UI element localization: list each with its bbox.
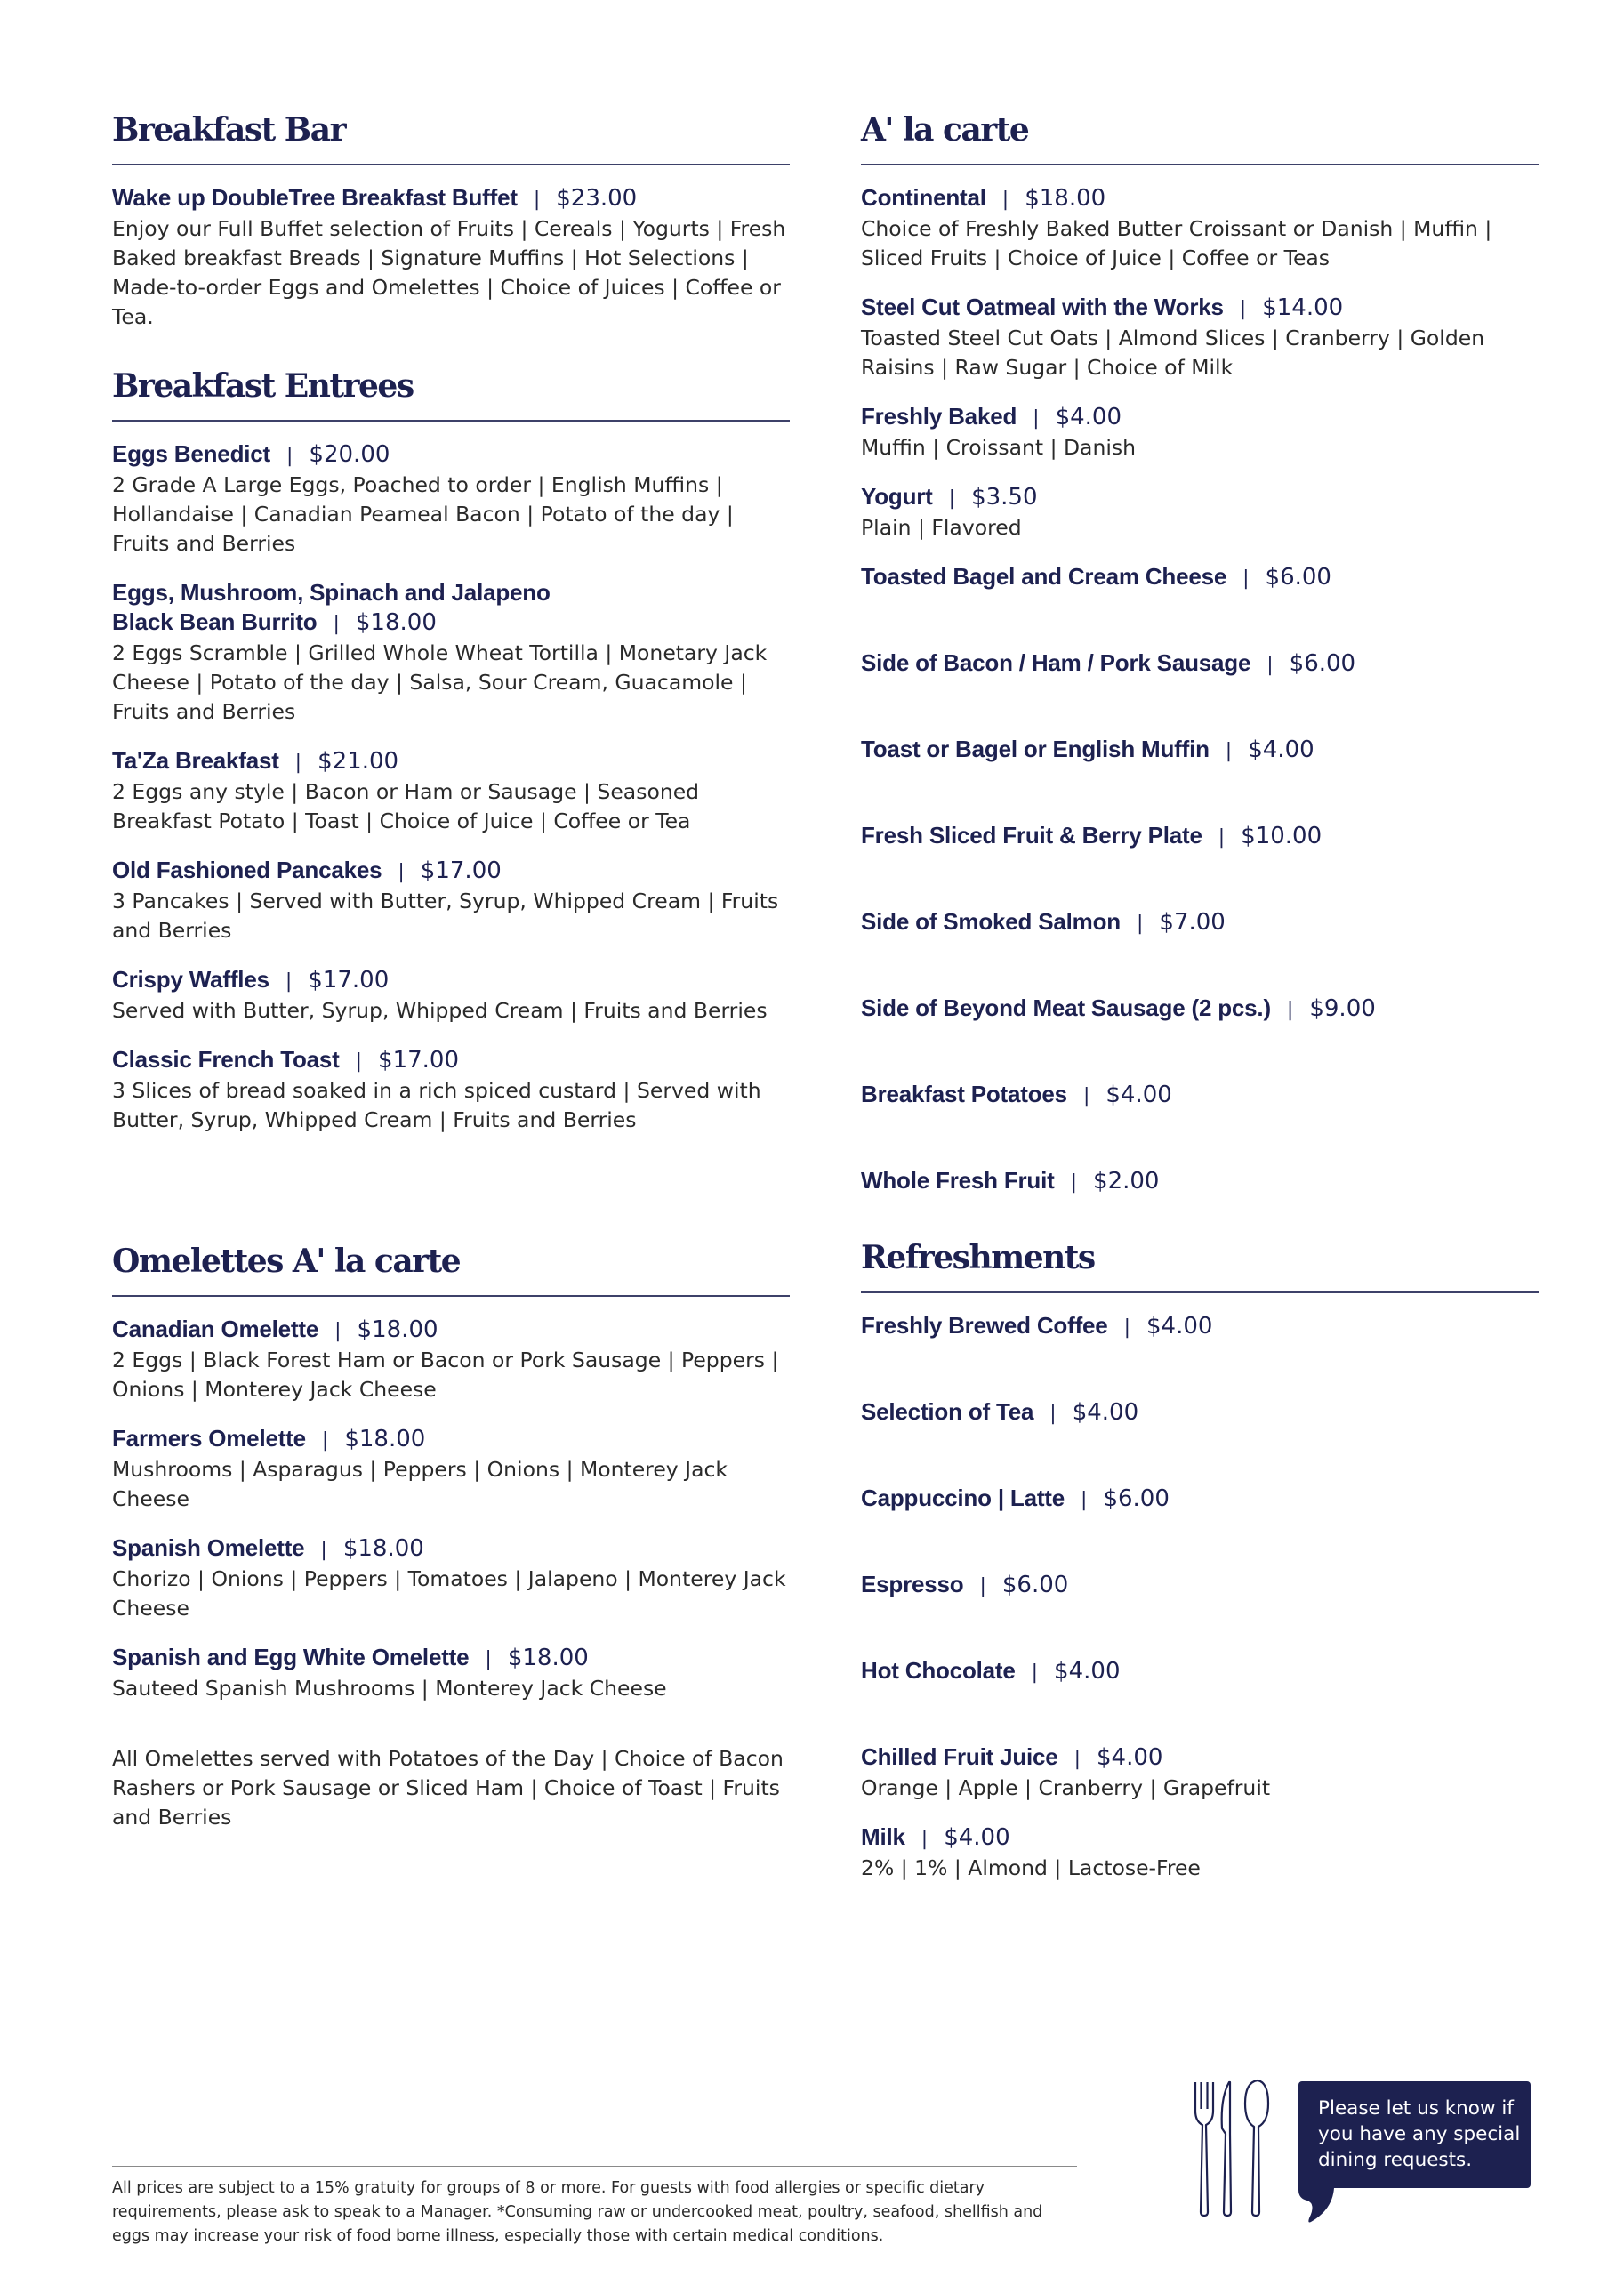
item-price: $4.00 bbox=[1097, 1744, 1163, 1771]
item-name: Side of Bacon / Ham / Pork Sausage bbox=[861, 649, 1251, 676]
item-name: Freshly Baked bbox=[861, 403, 1017, 430]
item-description: Muffin | Croissant | Danish bbox=[861, 435, 1137, 460]
a-la-carte-section bbox=[861, 107, 1539, 1217]
menu-item bbox=[861, 735, 1539, 766]
item-price: $4.00 bbox=[1072, 1399, 1139, 1426]
separator: | bbox=[321, 1429, 329, 1452]
cutlery-icon bbox=[1190, 2077, 1279, 2219]
footer-disclaimer: All prices are subject to a 15% gratuity for groups of 8 or more. For guests with food allergies or specific dietary requirements, please ask to speak to a Manager. *Consuming raw or undercooked meat, poultry, seafood, shellfish and eggs may increase your risk of food borne illness, especially those with certain medical conditions. bbox=[112, 2179, 1043, 2245]
section-divider bbox=[112, 1295, 790, 1297]
item-name: Steel Cut Oatmeal with the Works bbox=[861, 294, 1224, 320]
item-name: Spanish and Egg White Omelette bbox=[112, 1644, 470, 1670]
separator: | bbox=[1033, 407, 1040, 430]
separator: | bbox=[285, 970, 293, 993]
item-price: $18.00 bbox=[342, 1535, 424, 1562]
menu-item bbox=[861, 1080, 1539, 1111]
item-description: 3 Slices of bread soaked in a rich spiced custard | Served with Butter, Syrup, Whipped Cream | Fruits and Berries bbox=[112, 1078, 761, 1132]
menu-item bbox=[861, 402, 1539, 463]
item-price: $10.00 bbox=[1241, 823, 1323, 849]
item-price: $20.00 bbox=[309, 441, 390, 468]
menu-item bbox=[861, 1166, 1539, 1197]
item-name: Crispy Waffles bbox=[112, 966, 269, 993]
item-name: Side of Beyond Meat Sausage (2 pcs.) bbox=[861, 994, 1271, 1021]
item-name: Espresso bbox=[861, 1571, 964, 1597]
item-name: Whole Fresh Fruit bbox=[861, 1167, 1055, 1194]
section-title: Breakfast Bar bbox=[112, 111, 346, 149]
item-price: $3.50 bbox=[971, 484, 1038, 511]
separator: | bbox=[1123, 1316, 1130, 1339]
menu-item bbox=[861, 1311, 1539, 1342]
item-description: Toasted Steel Cut Oats | Almond Slices | Cranberry | Golden Raisins | Raw Sugar | Choice of Milk bbox=[861, 326, 1485, 380]
menu-item bbox=[861, 1484, 1539, 1515]
item-description: 2% | 1% | Almond | Lactose-Free bbox=[861, 1855, 1201, 1880]
item-name: Classic French Toast bbox=[112, 1046, 340, 1073]
section-title: Omelettes A' la carte bbox=[112, 1243, 461, 1280]
separator: | bbox=[320, 1539, 327, 1561]
item-price: $18.00 bbox=[344, 1426, 426, 1452]
menu-item bbox=[112, 965, 790, 1026]
item-description: Chorizo | Onions | Peppers | Tomatoes | Jalapeno | Monterey Jack Cheese bbox=[112, 1566, 786, 1621]
menu-item bbox=[112, 1643, 790, 1703]
separator: | bbox=[334, 1320, 342, 1342]
item-name: Chilled Fruit Juice bbox=[861, 1743, 1058, 1770]
item-description: Orange | Apple | Cranberry | Grapefruit bbox=[861, 1775, 1271, 1800]
item-price: $18.00 bbox=[357, 1316, 438, 1343]
menu-item bbox=[112, 856, 790, 945]
separator: | bbox=[1225, 740, 1233, 762]
item-description: Mushrooms | Asparagus | Peppers | Onions | Monterey Jack Cheese bbox=[112, 1457, 728, 1511]
separator: | bbox=[485, 1648, 492, 1670]
item-name: Fresh Sliced Fruit & Berry Plate bbox=[861, 822, 1202, 849]
item-price: $18.00 bbox=[355, 609, 437, 636]
item-description: 2 Grade A Large Eggs, Poached to order | English Muffins | Hollandaise | Canadian Peameal Bacon | Potato of the day | Fruits and Berries bbox=[112, 472, 734, 556]
item-price: $4.00 bbox=[1146, 1313, 1213, 1340]
item-description: Served with Butter, Syrup, Whipped Cream | Fruits and Berries bbox=[112, 998, 768, 1023]
item-price: $4.00 bbox=[1054, 1658, 1121, 1685]
separator: | bbox=[1266, 654, 1274, 676]
item-description: 2 Eggs Scramble | Grilled Whole Wheat Tortilla | Monetary Jack Cheese | Potato of the day | Salsa, Sour Cream, Guacamole | Fruits and Berries bbox=[112, 640, 768, 724]
item-price: $4.00 bbox=[1248, 736, 1314, 763]
separator: | bbox=[1082, 1085, 1090, 1107]
menu-item bbox=[861, 907, 1539, 938]
menu-item bbox=[861, 1397, 1539, 1428]
item-price: $2.00 bbox=[1093, 1168, 1160, 1195]
item-price: $21.00 bbox=[318, 748, 399, 775]
separator: | bbox=[398, 861, 405, 883]
menu-item bbox=[861, 183, 1539, 273]
item-description: 2 Eggs any style | Bacon or Ham or Sausage | Seasoned Breakfast Potato | Toast | Choice of Juice | Coffee or Tea bbox=[112, 779, 700, 833]
item-name: Cappuccino | Latte bbox=[861, 1484, 1065, 1511]
menu-item bbox=[112, 578, 790, 727]
menu-item bbox=[112, 1045, 790, 1135]
section-divider bbox=[112, 420, 790, 422]
item-name: Eggs Benedict bbox=[112, 440, 270, 467]
item-name: Spanish Omelette bbox=[112, 1534, 305, 1561]
separator: | bbox=[1286, 999, 1294, 1021]
item-name: Old Fashioned Pancakes bbox=[112, 857, 382, 883]
menu-item bbox=[112, 439, 790, 559]
menu-item bbox=[861, 1742, 1539, 1803]
item-description: Plain | Flavored bbox=[861, 515, 1022, 540]
separator: | bbox=[948, 487, 956, 510]
menu-item bbox=[112, 1315, 790, 1404]
menu-item bbox=[861, 994, 1539, 1025]
item-description: Sauteed Spanish Mushrooms | Monterey Jack Cheese bbox=[112, 1676, 667, 1701]
item-price: $4.00 bbox=[1055, 404, 1122, 430]
separator: | bbox=[921, 1828, 929, 1850]
item-name: Wake up DoubleTree Breakfast Buffet bbox=[112, 184, 518, 211]
menu-item bbox=[861, 1570, 1539, 1601]
section-title: Breakfast Entrees bbox=[112, 367, 414, 405]
menu-item bbox=[861, 1822, 1539, 1883]
item-name: Breakfast Potatoes bbox=[861, 1081, 1067, 1107]
item-price: $7.00 bbox=[1159, 909, 1226, 936]
section-divider bbox=[861, 1291, 1539, 1293]
separator: | bbox=[1239, 298, 1247, 320]
separator: | bbox=[979, 1575, 986, 1597]
item-name: Yogurt bbox=[861, 483, 933, 510]
separator: | bbox=[1049, 1403, 1057, 1425]
item-description: Choice of Freshly Baked Butter Croissant or Danish | Muffin | Sliced Fruits | Choice of Juice | Coffee or Teas bbox=[861, 216, 1492, 270]
item-name: Canadian Omelette bbox=[112, 1316, 319, 1342]
item-name: Toast or Bagel or English Muffin bbox=[861, 736, 1210, 762]
menu-item bbox=[861, 482, 1539, 543]
separator: | bbox=[294, 752, 302, 774]
menu-item bbox=[861, 562, 1539, 593]
separator: | bbox=[1073, 1748, 1081, 1770]
separator: | bbox=[1001, 189, 1009, 211]
separator: | bbox=[1081, 1489, 1088, 1511]
breakfast-bar-section bbox=[112, 107, 790, 351]
separator: | bbox=[286, 445, 293, 467]
menu-item bbox=[861, 821, 1539, 852]
separator: | bbox=[1031, 1661, 1039, 1684]
item-description: Enjoy our Full Buffet selection of Fruits | Cereals | Yogurts | Fresh Baked breakfast Breads | Signature Muffins | Hot Selections | Made-to-order Eggs and Omelettes | Choice of Juices | Coffee or Tea. bbox=[112, 216, 786, 329]
callout-text: Please let us know if you have any special dining requests. bbox=[1318, 2097, 1521, 2171]
separator: | bbox=[333, 613, 340, 635]
menu-item bbox=[112, 746, 790, 836]
item-price: $23.00 bbox=[556, 185, 638, 212]
menu-item bbox=[112, 1424, 790, 1514]
separator: | bbox=[1070, 1171, 1078, 1194]
item-description: 3 Pancakes | Served with Butter, Syrup, Whipped Cream | Fruits and Berries bbox=[112, 889, 779, 943]
separator: | bbox=[533, 189, 541, 211]
item-price: $18.00 bbox=[1025, 185, 1106, 212]
section-divider bbox=[112, 164, 790, 165]
item-price: $6.00 bbox=[1103, 1485, 1170, 1512]
menu-item bbox=[112, 1533, 790, 1623]
separator: | bbox=[1136, 913, 1144, 935]
item-name: Farmers Omelette bbox=[112, 1425, 306, 1452]
item-price: $14.00 bbox=[1262, 294, 1344, 321]
menu-item bbox=[112, 183, 790, 332]
item-description: 2 Eggs | Black Forest Ham or Bacon or Pork Sausage | Peppers | Onions | Monterey Jack Cheese bbox=[112, 1348, 779, 1402]
speech-tail-icon bbox=[1298, 2181, 1352, 2225]
item-name: Continental bbox=[861, 184, 986, 211]
item-price: $4.00 bbox=[1105, 1082, 1172, 1108]
omelettes-section bbox=[112, 1238, 790, 1832]
footer-divider bbox=[112, 2166, 1077, 2167]
item-name: Black Bean Burrito bbox=[112, 608, 318, 635]
separator: | bbox=[1242, 567, 1250, 590]
section-title: Refreshments bbox=[861, 1239, 1095, 1276]
menu-item bbox=[861, 293, 1539, 382]
separator: | bbox=[355, 1050, 363, 1073]
refreshments-section bbox=[861, 1235, 1539, 1903]
section-divider bbox=[861, 164, 1539, 165]
breakfast-entrees-section bbox=[112, 363, 790, 1155]
item-name: Selection of Tea bbox=[861, 1398, 1034, 1425]
item-name: Milk bbox=[861, 1823, 905, 1850]
item-price: $17.00 bbox=[308, 967, 390, 994]
item-price: $9.00 bbox=[1309, 995, 1376, 1022]
separator: | bbox=[1218, 826, 1226, 849]
item-price: $6.00 bbox=[1001, 1572, 1069, 1598]
menu-item bbox=[861, 1656, 1539, 1687]
menu-item bbox=[861, 648, 1539, 680]
item-name: Hot Chocolate bbox=[861, 1657, 1016, 1684]
item-name: Toasted Bagel and Cream Cheese bbox=[861, 563, 1227, 590]
section-title: A' la carte bbox=[861, 111, 1029, 149]
item-name: Side of Smoked Salmon bbox=[861, 908, 1121, 935]
item-name: Ta'Za Breakfast bbox=[112, 747, 279, 774]
item-name-line1: Eggs, Mushroom, Spinach and Jalapeno bbox=[112, 579, 551, 606]
item-price: $4.00 bbox=[944, 1824, 1010, 1851]
item-price: $6.00 bbox=[1289, 650, 1356, 677]
omelettes-note: All Omelettes served with Potatoes of the Day | Choice of Bacon Rashers or Pork Sausage or Sliced Ham | Choice of Toast | Fruits and Berries bbox=[112, 1746, 784, 1830]
item-price: $6.00 bbox=[1265, 564, 1331, 591]
item-name: Freshly Brewed Coffee bbox=[861, 1312, 1108, 1339]
item-price: $18.00 bbox=[507, 1645, 589, 1671]
item-price: $17.00 bbox=[420, 857, 502, 884]
item-price: $17.00 bbox=[378, 1047, 460, 1074]
